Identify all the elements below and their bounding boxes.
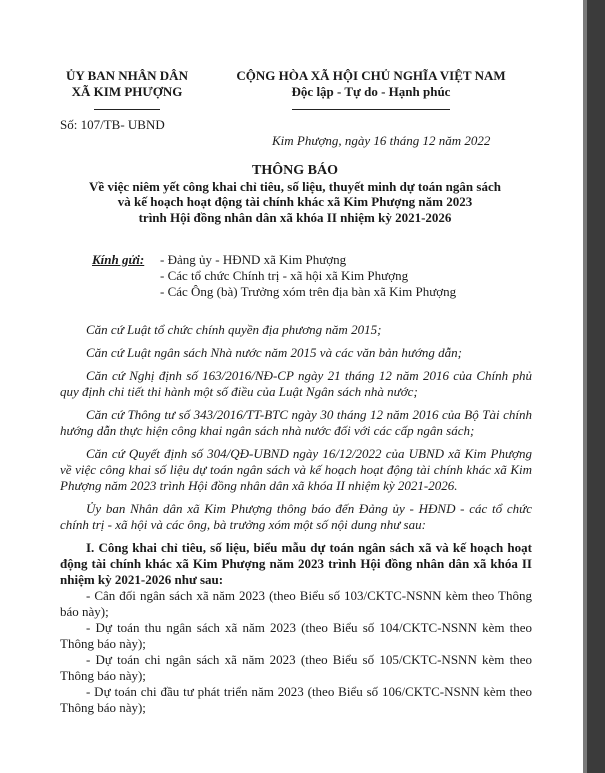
title-line-3: và kế hoạch hoạt động tài chính khác xã Kim Phượng năm 2023 bbox=[117, 194, 473, 209]
issuing-agency bbox=[52, 68, 202, 100]
recipient-item: - Các tổ chức Chính trị - xã hội xã Kim Phượng bbox=[160, 268, 409, 283]
list-item: - Dự toán chi ngân sách xã năm 2023 (theo Biểu số 105/CKTC-NSNN kèm theo Thông báo này); bbox=[60, 652, 532, 683]
title-line-4: trình Hội đồng nhân dân xã khóa II nhiệm kỳ 2021-2026 bbox=[138, 209, 452, 225]
legal-basis-3: Căn cứ Nghị định số 163/2016/NĐ-CP ngày 21 tháng 12 năm 2016 của Chính phủ quy định chi tiết thi hành một số điều của Luật Ngân sách nhà nước; bbox=[60, 368, 532, 399]
title-heading: THÔNG BÁO bbox=[252, 163, 338, 178]
scanner-edge-highlight bbox=[583, 0, 587, 773]
legal-basis-1: Căn cứ Luật tổ chức chính quyền địa phương năm 2015; bbox=[86, 322, 382, 337]
legal-basis-5: Căn cứ Quyết định số 304/QĐ-UBND ngày 16/12/2022 của UBND xã Kim Phượng về việc công khai số liệu dự toán ngân sách và kế hoạch hoạt động tài chính khác xã Kim Phượng năm 2023 trình Hội đồng nhân dân xã khóa II nhiệm kỳ 2021-2026. bbox=[60, 446, 532, 493]
document-date: Kim Phượng, ngày 16 tháng 12 năm 2022 bbox=[272, 133, 491, 148]
recipient-item: - Các Ông (bà) Trưởng xóm trên địa bàn xã Kim Phượng bbox=[160, 284, 457, 299]
document-body bbox=[60, 322, 532, 716]
section-heading-1: I. Công khai chỉ tiêu, số liệu, biểu mẫu dự toán ngân sách xã và kế hoạch hoạt động tài chính khác xã Kim Phượng năm 2023 trình Hội đồng nhân dân xã khóa II nhiệm kỳ 2021-2026 như sau: bbox=[60, 540, 532, 587]
document-title bbox=[60, 163, 530, 225]
national-motto bbox=[216, 68, 526, 100]
motto-underline bbox=[292, 109, 450, 110]
document-number: Số: 107/TB- UBND bbox=[60, 117, 165, 132]
list-item: - Dự toán chi đầu tư phát triển năm 2023 (theo Biểu số 106/CKTC-NSNN kèm theo Thông báo này); bbox=[60, 684, 532, 715]
list-item: - Cân đối ngân sách xã năm 2023 (theo Biểu số 103/CKTC-NSNN kèm theo Thông báo này); bbox=[60, 588, 532, 619]
nation-name: CỘNG HÒA XÃ HỘI CHỦ NGHĨA VIỆT NAM bbox=[236, 68, 506, 83]
recipient-item: - Đảng ủy - HĐND xã Kim Phượng bbox=[160, 252, 347, 267]
legal-basis-2: Căn cứ Luật ngân sách Nhà nước năm 2015 và các văn bản hướng dẫn; bbox=[86, 345, 462, 360]
notice-intro: Ủy ban Nhân dân xã Kim Phượng thông báo đến Đảng ủy - HĐND - các tổ chức chính trị - xã hội và các ông, bà trưởng xóm một số nội dung như sau: bbox=[60, 501, 532, 532]
recipients-list bbox=[160, 252, 456, 300]
list-item: - Dự toán thu ngân sách xã năm 2023 (theo Biểu số 104/CKTC-NSNN kèm theo Thông báo này); bbox=[60, 620, 532, 651]
agency-line-1: ỦY BAN NHÂN DÂN bbox=[66, 68, 188, 83]
agency-line-2: XÃ KIM PHƯỢNG bbox=[71, 84, 183, 99]
motto: Độc lập - Tự do - Hạnh phúc bbox=[291, 84, 451, 99]
recipients-label: Kính gửi: bbox=[92, 252, 145, 267]
agency-underline bbox=[94, 109, 160, 110]
title-line-2: Về việc niêm yết công khai chỉ tiêu, số liệu, thuyết minh dự toán ngân sách bbox=[89, 178, 501, 194]
legal-basis-4: Căn cứ Thông tư số 343/2016/TT-BTC ngày 30 tháng 12 năm 2016 của Bộ Tài chính hướng dẫn thực hiện công khai ngân sách nhà nước đối với các cấp ngân sách; bbox=[60, 407, 532, 438]
